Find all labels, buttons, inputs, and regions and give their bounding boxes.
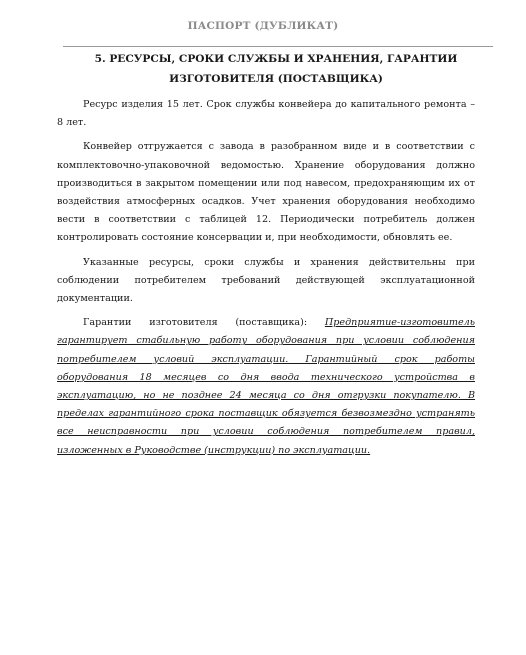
paragraph-validity: Указанные ресурсы, сроки службы и хранения действительны при соблюдении потребителем требований действующей эксплуатационной документации. [57, 256, 475, 305]
paragraph-storage: Конвейер отгружается с завода в разобранном виде и в соответствии с комплектовочно-упаковочной ведомостью. Хранение оборудования должно производиться в закрытом помещении или под навесом, предохраняющим их от воздействия атмосферных осадков. Учет хранения оборудования необходимо вести в соответствии с таблицей 12. Периодически потребитель должен контролировать состояние консервации и, при необходимости, обновлять ее. [57, 141, 475, 244]
paragraph-warranty [57, 314, 475, 460]
section-body [57, 96, 475, 468]
paragraph-resource: Ресурс изделия 15 лет. Срок службы конвейера до капитального ремонта – 8 лет. [57, 99, 475, 129]
header-divider [63, 46, 493, 47]
warranty-label: Гарантии изготовителя (поставщика): [83, 317, 325, 329]
section-title: 5. РЕСУРСЫ, СРОКИ СЛУЖБЫ И ХРАНЕНИЯ, ГАРАНТИИ ИЗГОТОВИТЕЛЯ (ПОСТАВЩИКА) [94, 53, 458, 85]
document-header-title: ПАСПОРТ (ДУБЛИКАТ) [187, 20, 339, 32]
warranty-text: Предприятие-изготовитель гарантирует стабильную работу оборудования при условии соблюдения потребителем условий эксплуатации. Гарантийный срок работы оборудования 18 месяцев со дня ввода технического устройства в эксплуатацию, но не позднее 24 месяца со дня отгрузки покупателю. В пределах гарантийного срока поставщик обязуется безвозмездно устранять все неисправности при условии соблюдения потребителем правил, изложенных в Руководстве (инструкции) по эксплуатации. [57, 317, 475, 456]
